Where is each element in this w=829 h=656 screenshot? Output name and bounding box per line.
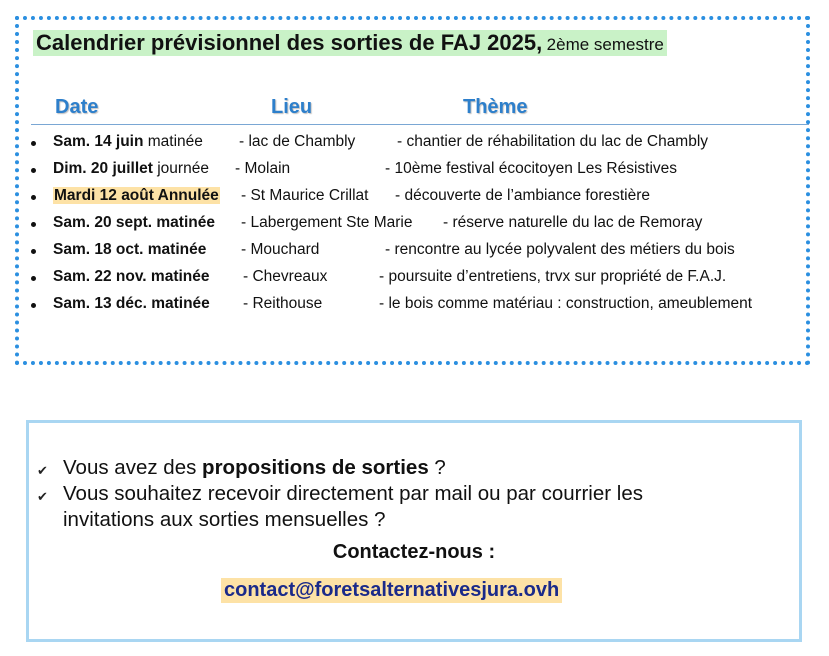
header-date: Date: [55, 96, 99, 118]
row-date: Sam. 14 juin matinée: [53, 133, 203, 150]
bullet-icon: [31, 249, 36, 254]
row-theme: - chantier de réhabilitation du lac de Chambly: [397, 133, 709, 150]
row-theme: - 10ème festival écocitoyen Les Résistives: [385, 160, 678, 177]
bullet-icon: [31, 168, 36, 173]
row-lieu: - Mouchard: [241, 241, 320, 258]
row-lieu: - Reithouse: [243, 295, 323, 312]
header-divider: [31, 124, 809, 125]
email-link[interactable]: contact@foretsalternativesjura.ovh: [221, 578, 562, 603]
title-main: Calendrier prévisionnel des sorties de FAJ 2025,: [36, 30, 543, 55]
header-lieu: Lieu: [271, 96, 313, 118]
row-lieu: - Chevreaux: [243, 268, 328, 285]
bullet-icon: [31, 195, 36, 200]
calendar-box: [15, 16, 810, 365]
row-date: Dim. 20 juillet journée: [53, 160, 209, 177]
row-lieu: - St Maurice Crillat: [241, 187, 369, 204]
row-theme: - le bois comme matériau : construction, ameublement: [379, 295, 753, 312]
row-date: Sam. 13 déc. matinée: [53, 295, 210, 312]
header-theme: Thème: [463, 96, 528, 118]
row-lieu: - Labergement Ste Marie: [241, 214, 413, 231]
check-icon: ✔: [37, 463, 48, 478]
bullet-icon: [31, 141, 36, 146]
question-newsletter: Vous souhaitez recevoir directement par mail ou par courrier les invitations aux sorties mensuelles ?: [63, 482, 643, 531]
check-icon: ✔: [37, 489, 48, 504]
question-proposals: Vous avez des propositions de sorties ?: [63, 456, 446, 479]
row-theme: - découverte de l’ambiance forestière: [395, 187, 651, 204]
row-theme: - poursuite d’entretiens, trvx sur propriété de F.A.J.: [379, 268, 727, 285]
contact-label: Contactez-nous :: [332, 541, 496, 563]
row-date: Sam. 22 nov. matinée: [53, 268, 210, 285]
row-lieu: - Molain: [235, 160, 291, 177]
cancelled-badge: Mardi 12 août Annulée: [54, 187, 219, 204]
bullet-icon: [31, 303, 36, 308]
bullet-icon: [31, 276, 36, 281]
title-sub: 2ème semestre: [546, 35, 664, 54]
row-theme: - réserve naturelle du lac de Remoray: [443, 214, 703, 231]
row-date: Sam. 18 oct. matinée: [53, 241, 207, 258]
row-lieu: - lac de Chambly: [239, 133, 356, 150]
row-theme: - rencontre au lycée polyvalent des métiers du bois: [385, 241, 735, 258]
row-date: [53, 187, 220, 205]
bullet-icon: [31, 222, 36, 227]
contact-box: [26, 420, 802, 642]
calendar-title: [33, 30, 667, 56]
row-date: Sam. 20 sept. matinée: [53, 214, 215, 231]
